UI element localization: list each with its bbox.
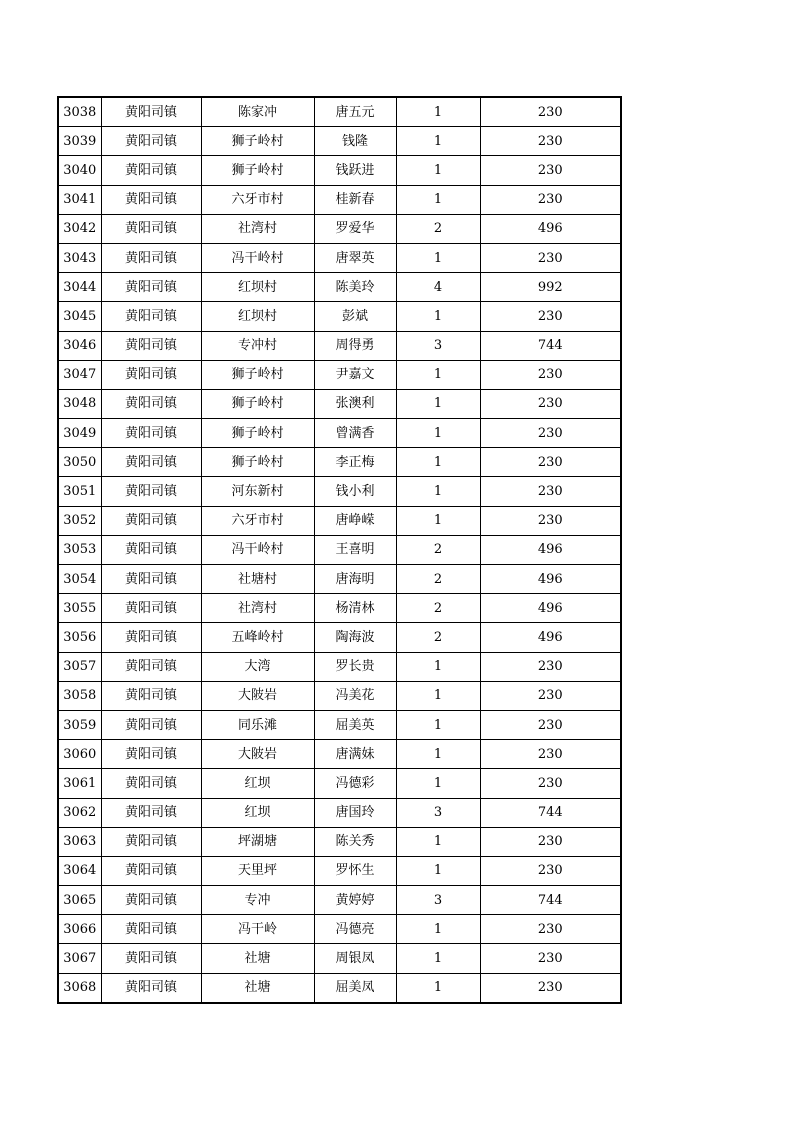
cell-village: 河东新村	[201, 477, 314, 506]
cell-town: 黄阳司镇	[101, 915, 201, 944]
cell-amount: 230	[480, 477, 621, 506]
cell-amount: 230	[480, 360, 621, 389]
cell-count: 1	[396, 243, 480, 272]
cell-name: 罗怀生	[314, 856, 396, 885]
cell-town: 黄阳司镇	[101, 243, 201, 272]
cell-village: 冯干岭村	[201, 243, 314, 272]
table-row	[58, 243, 621, 272]
cell-town: 黄阳司镇	[101, 127, 201, 156]
cell-count: 3	[396, 886, 480, 915]
cell-amount: 230	[480, 448, 621, 477]
cell-name: 钱小利	[314, 477, 396, 506]
cell-number: 3049	[58, 419, 101, 448]
cell-name: 唐翠英	[314, 243, 396, 272]
cell-count: 1	[396, 973, 480, 1003]
cell-number: 3053	[58, 535, 101, 564]
cell-village: 六牙市村	[201, 506, 314, 535]
cell-village: 陈家冲	[201, 97, 314, 127]
cell-name: 陈美玲	[314, 273, 396, 302]
cell-number: 3042	[58, 214, 101, 243]
table-row	[58, 360, 621, 389]
cell-village: 五峰岭村	[201, 623, 314, 652]
cell-amount: 744	[480, 886, 621, 915]
cell-name: 唐五元	[314, 97, 396, 127]
cell-amount: 230	[480, 506, 621, 535]
cell-count: 1	[396, 681, 480, 710]
cell-village: 狮子岭村	[201, 127, 314, 156]
cell-count: 1	[396, 477, 480, 506]
cell-village: 社塘	[201, 973, 314, 1003]
cell-village: 冯干岭村	[201, 535, 314, 564]
cell-village: 专冲	[201, 886, 314, 915]
cell-number: 3051	[58, 477, 101, 506]
cell-amount: 496	[480, 214, 621, 243]
cell-count: 1	[396, 915, 480, 944]
cell-village: 社湾村	[201, 594, 314, 623]
cell-village: 六牙市村	[201, 185, 314, 214]
cell-name: 冯美花	[314, 681, 396, 710]
table-row	[58, 973, 621, 1003]
cell-town: 黄阳司镇	[101, 419, 201, 448]
cell-town: 黄阳司镇	[101, 214, 201, 243]
cell-name: 杨清林	[314, 594, 396, 623]
cell-town: 黄阳司镇	[101, 389, 201, 418]
cell-name: 张澳利	[314, 389, 396, 418]
cell-count: 2	[396, 594, 480, 623]
table-row	[58, 944, 621, 973]
cell-name: 周得勇	[314, 331, 396, 360]
cell-amount: 230	[480, 127, 621, 156]
cell-name: 钱跃进	[314, 156, 396, 185]
cell-number: 3065	[58, 886, 101, 915]
table-row	[58, 535, 621, 564]
cell-name: 陶海波	[314, 623, 396, 652]
cell-amount: 230	[480, 243, 621, 272]
cell-village: 大陂岩	[201, 681, 314, 710]
cell-town: 黄阳司镇	[101, 944, 201, 973]
cell-number: 3044	[58, 273, 101, 302]
cell-town: 黄阳司镇	[101, 360, 201, 389]
cell-count: 3	[396, 331, 480, 360]
cell-village: 社塘村	[201, 565, 314, 594]
cell-name: 屈美凤	[314, 973, 396, 1003]
cell-amount: 230	[480, 681, 621, 710]
cell-number: 3054	[58, 565, 101, 594]
cell-count: 1	[396, 185, 480, 214]
cell-number: 3064	[58, 856, 101, 885]
cell-amount: 230	[480, 419, 621, 448]
cell-village: 狮子岭村	[201, 448, 314, 477]
cell-village: 狮子岭村	[201, 360, 314, 389]
cell-name: 唐峥嵘	[314, 506, 396, 535]
cell-number: 3058	[58, 681, 101, 710]
table-row	[58, 740, 621, 769]
cell-town: 黄阳司镇	[101, 623, 201, 652]
cell-name: 冯德彩	[314, 769, 396, 798]
cell-village: 同乐滩	[201, 710, 314, 739]
cell-count: 1	[396, 302, 480, 331]
cell-amount: 496	[480, 623, 621, 652]
table-row	[58, 214, 621, 243]
cell-number: 3046	[58, 331, 101, 360]
cell-town: 黄阳司镇	[101, 973, 201, 1003]
cell-town: 黄阳司镇	[101, 769, 201, 798]
cell-village: 狮子岭村	[201, 389, 314, 418]
cell-count: 1	[396, 856, 480, 885]
cell-town: 黄阳司镇	[101, 594, 201, 623]
cell-number: 3045	[58, 302, 101, 331]
table-row	[58, 798, 621, 827]
cell-number: 3038	[58, 97, 101, 127]
cell-count: 1	[396, 506, 480, 535]
cell-village: 狮子岭村	[201, 156, 314, 185]
table-row	[58, 127, 621, 156]
cell-count: 2	[396, 214, 480, 243]
cell-name: 彭斌	[314, 302, 396, 331]
cell-village: 坪湖塘	[201, 827, 314, 856]
cell-town: 黄阳司镇	[101, 827, 201, 856]
cell-count: 1	[396, 389, 480, 418]
cell-number: 3055	[58, 594, 101, 623]
cell-amount: 230	[480, 856, 621, 885]
cell-count: 1	[396, 652, 480, 681]
table-row	[58, 273, 621, 302]
cell-count: 3	[396, 798, 480, 827]
cell-name: 尹嘉文	[314, 360, 396, 389]
cell-amount: 230	[480, 710, 621, 739]
cell-number: 3050	[58, 448, 101, 477]
cell-count: 1	[396, 740, 480, 769]
cell-count: 1	[396, 156, 480, 185]
table-row	[58, 302, 621, 331]
cell-count: 1	[396, 944, 480, 973]
cell-amount: 230	[480, 769, 621, 798]
cell-name: 黄婷婷	[314, 886, 396, 915]
table-row	[58, 652, 621, 681]
cell-amount: 230	[480, 302, 621, 331]
cell-town: 黄阳司镇	[101, 477, 201, 506]
cell-name: 曾满香	[314, 419, 396, 448]
table-body	[58, 97, 621, 1003]
cell-number: 3047	[58, 360, 101, 389]
cell-number: 3056	[58, 623, 101, 652]
cell-number: 3043	[58, 243, 101, 272]
cell-number: 3063	[58, 827, 101, 856]
cell-town: 黄阳司镇	[101, 156, 201, 185]
cell-amount: 744	[480, 331, 621, 360]
cell-town: 黄阳司镇	[101, 97, 201, 127]
cell-town: 黄阳司镇	[101, 681, 201, 710]
cell-name: 李正梅	[314, 448, 396, 477]
cell-town: 黄阳司镇	[101, 302, 201, 331]
cell-village: 红坝	[201, 798, 314, 827]
table-row	[58, 331, 621, 360]
table-row	[58, 710, 621, 739]
cell-amount: 496	[480, 594, 621, 623]
cell-amount: 230	[480, 185, 621, 214]
cell-count: 4	[396, 273, 480, 302]
cell-name: 桂新春	[314, 185, 396, 214]
table-row	[58, 419, 621, 448]
cell-name: 罗爱华	[314, 214, 396, 243]
cell-number: 3048	[58, 389, 101, 418]
cell-village: 红坝村	[201, 302, 314, 331]
cell-amount: 496	[480, 535, 621, 564]
table-row	[58, 769, 621, 798]
cell-amount: 230	[480, 652, 621, 681]
cell-count: 1	[396, 419, 480, 448]
cell-town: 黄阳司镇	[101, 273, 201, 302]
cell-number: 3061	[58, 769, 101, 798]
cell-village: 社湾村	[201, 214, 314, 243]
table-row	[58, 623, 621, 652]
cell-number: 3040	[58, 156, 101, 185]
table-row	[58, 681, 621, 710]
cell-village: 大湾	[201, 652, 314, 681]
cell-village: 大陂岩	[201, 740, 314, 769]
cell-town: 黄阳司镇	[101, 331, 201, 360]
cell-number: 3039	[58, 127, 101, 156]
cell-name: 唐国玲	[314, 798, 396, 827]
cell-amount: 230	[480, 944, 621, 973]
cell-number: 3062	[58, 798, 101, 827]
cell-amount: 496	[480, 565, 621, 594]
cell-amount: 230	[480, 740, 621, 769]
cell-amount: 992	[480, 273, 621, 302]
cell-count: 2	[396, 623, 480, 652]
cell-count: 1	[396, 360, 480, 389]
cell-number: 3059	[58, 710, 101, 739]
cell-name: 唐满妹	[314, 740, 396, 769]
table-row	[58, 594, 621, 623]
cell-village: 天里坪	[201, 856, 314, 885]
cell-amount: 230	[480, 827, 621, 856]
cell-town: 黄阳司镇	[101, 798, 201, 827]
table-row	[58, 185, 621, 214]
cell-village: 社塘	[201, 944, 314, 973]
cell-town: 黄阳司镇	[101, 740, 201, 769]
cell-number: 3060	[58, 740, 101, 769]
table-row	[58, 856, 621, 885]
cell-count: 1	[396, 448, 480, 477]
table-row	[58, 156, 621, 185]
cell-count: 2	[396, 565, 480, 594]
cell-number: 3057	[58, 652, 101, 681]
cell-amount: 230	[480, 156, 621, 185]
cell-town: 黄阳司镇	[101, 185, 201, 214]
cell-name: 屈美英	[314, 710, 396, 739]
cell-town: 黄阳司镇	[101, 886, 201, 915]
cell-village: 狮子岭村	[201, 419, 314, 448]
table-row	[58, 477, 621, 506]
cell-count: 1	[396, 827, 480, 856]
table-row	[58, 565, 621, 594]
cell-number: 3052	[58, 506, 101, 535]
table-row	[58, 827, 621, 856]
table-row	[58, 886, 621, 915]
table-row	[58, 506, 621, 535]
cell-number: 3068	[58, 973, 101, 1003]
cell-count: 1	[396, 127, 480, 156]
cell-amount: 230	[480, 915, 621, 944]
cell-amount: 230	[480, 97, 621, 127]
cell-count: 1	[396, 710, 480, 739]
cell-town: 黄阳司镇	[101, 448, 201, 477]
cell-name: 罗长贵	[314, 652, 396, 681]
cell-town: 黄阳司镇	[101, 506, 201, 535]
table-row	[58, 448, 621, 477]
table-row	[58, 915, 621, 944]
cell-name: 唐海明	[314, 565, 396, 594]
table-row	[58, 389, 621, 418]
cell-count: 1	[396, 97, 480, 127]
cell-village: 专冲村	[201, 331, 314, 360]
cell-name: 冯德亮	[314, 915, 396, 944]
cell-count: 2	[396, 535, 480, 564]
cell-village: 冯干岭	[201, 915, 314, 944]
cell-amount: 230	[480, 389, 621, 418]
cell-name: 王喜明	[314, 535, 396, 564]
cell-name: 钱隆	[314, 127, 396, 156]
cell-village: 红坝村	[201, 273, 314, 302]
cell-name: 陈关秀	[314, 827, 396, 856]
cell-number: 3067	[58, 944, 101, 973]
cell-amount: 744	[480, 798, 621, 827]
cell-town: 黄阳司镇	[101, 565, 201, 594]
cell-number: 3041	[58, 185, 101, 214]
table-row	[58, 97, 621, 127]
cell-town: 黄阳司镇	[101, 535, 201, 564]
cell-count: 1	[396, 769, 480, 798]
data-table	[57, 96, 622, 1004]
cell-amount: 230	[480, 973, 621, 1003]
cell-town: 黄阳司镇	[101, 710, 201, 739]
cell-town: 黄阳司镇	[101, 856, 201, 885]
cell-number: 3066	[58, 915, 101, 944]
cell-name: 周银凤	[314, 944, 396, 973]
cell-village: 红坝	[201, 769, 314, 798]
cell-town: 黄阳司镇	[101, 652, 201, 681]
